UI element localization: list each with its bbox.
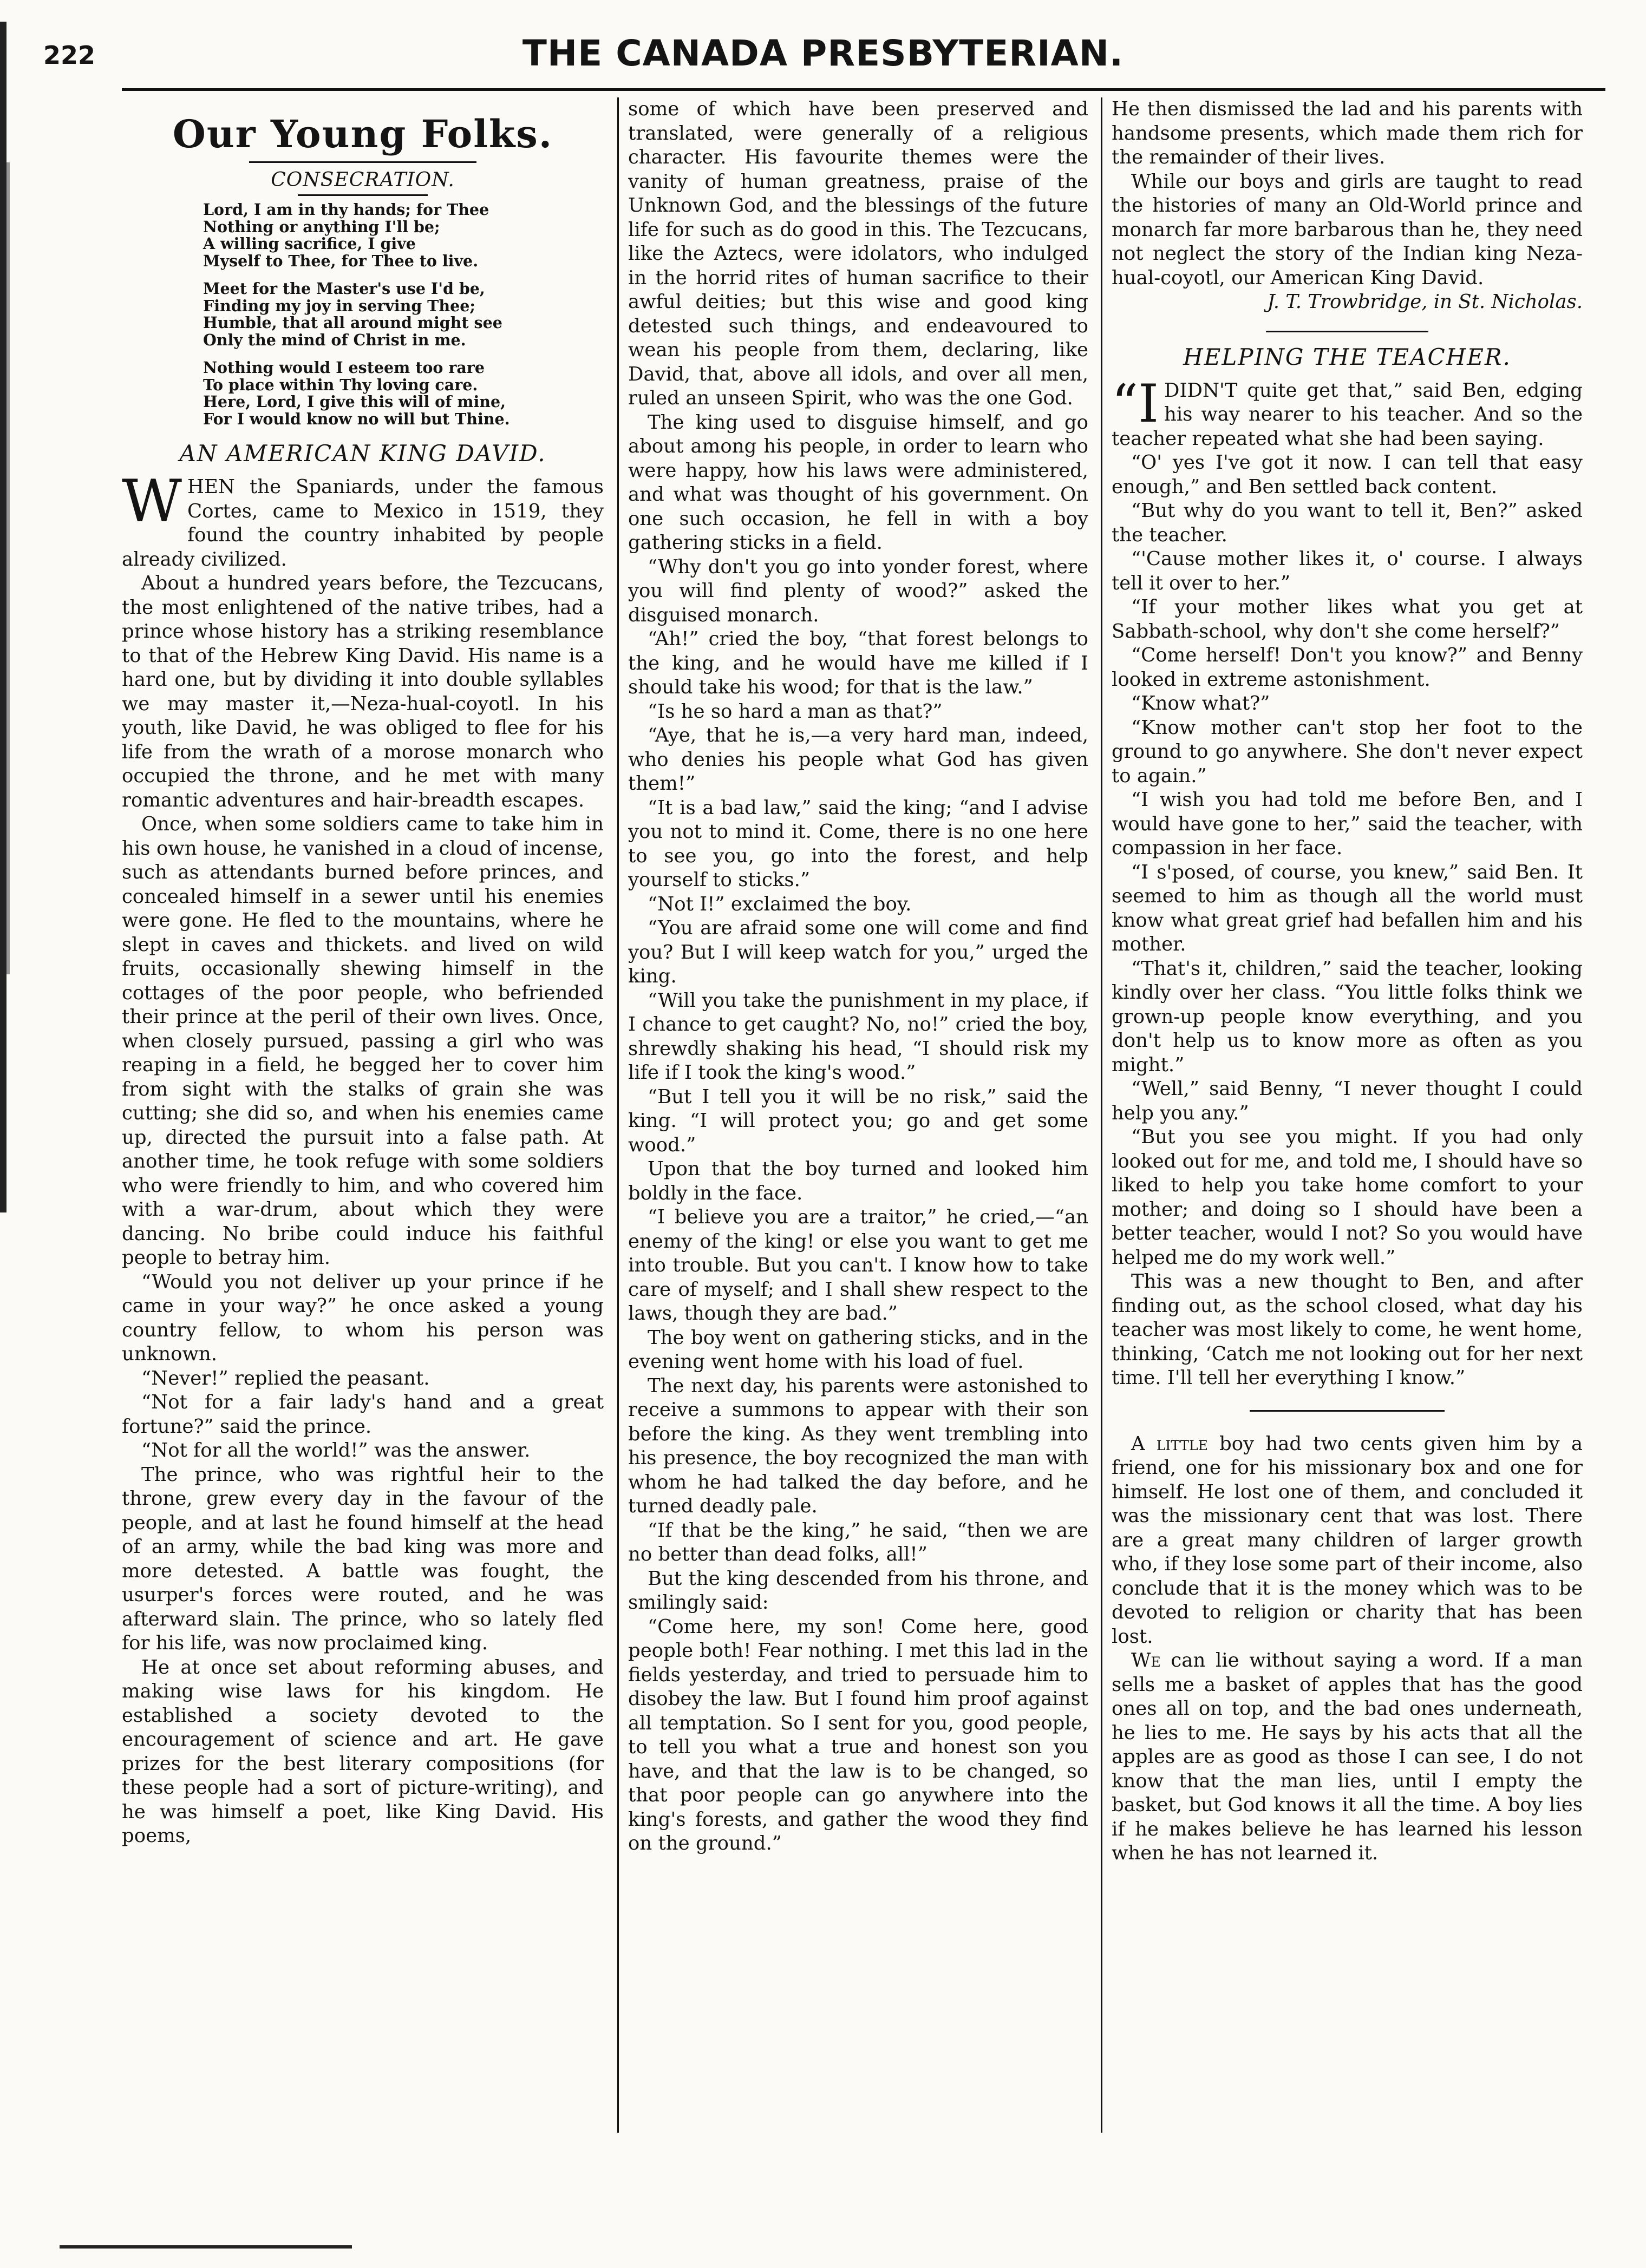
paragraph: “I believe you are a traitor,” he cried,—“an enemy of the king! or else you want to get me into trouble. But you can't. I know how to take care of myself; and I shall shew respect to the laws, though they are bad.” bbox=[628, 1206, 1088, 1325]
paragraph: “Why don't you go into yonder forest, where you will find plenty of wood?” asked the disguised monarch. bbox=[628, 555, 1088, 626]
paragraph: “Would you not deliver up your prince if he came in your way?” he once asked a young country fellow, to whom his person was unknown. bbox=[122, 1270, 604, 1365]
paragraph: “Never!” replied the peasant. bbox=[141, 1367, 430, 1389]
poem-stanza bbox=[203, 201, 604, 270]
poem-line: Nothing or anything I'll be; bbox=[203, 217, 440, 236]
item-paragraph bbox=[1112, 1649, 1583, 1866]
drop-cap-letter: I bbox=[1138, 373, 1159, 434]
paragraph: Once, when some soldiers came to take him in his own house, he vanished in a cloud of incense, such as attendants burned before princes, and concealed himself in a sewer until his enemies were gone. He fled to the mountains, where he slept in caves and thickets. and lived on wild fruits, occasionally shewing himself in the cottages of the poor people, who befriended their prince at the peril of their own lives. Once, when closely pursued, passing a girl who was reaping in a field, he begged her to cover him from sight with the stalks of grain she was cutting; she did so, and when his enemies came up, directed the pursuit into a false path. At another time, he took refuge with some soldiers who were friendly to him, and who covered him with a war-drum, about which they were dancing. No bribe could induce his faithful people to betray him. bbox=[122, 813, 604, 1269]
paragraph: “Not I!” exclaimed the boy. bbox=[648, 893, 912, 915]
paragraph: “Not for a fair lady's hand and a great fortune?” said the prince. bbox=[122, 1391, 604, 1438]
masthead-rule bbox=[249, 161, 476, 163]
paragraph: “Aye, that he is,—a very hard man, indeed, who denies his people what God has given them!” bbox=[628, 724, 1088, 795]
item-text: can lie without saying a word. If a man sells me a basket of apples that has the good ones all on top, and the bad ones underneath, he lies to me. He says by his acts that all the apples are as good as those I can see, I do not know that the man lies, until I empty the basket, but God knows it all the time. A boy lies if he makes believe he has learned his lesson when he has not learned it. bbox=[1112, 1649, 1583, 1864]
poem-line: Humble, that all around might see bbox=[203, 313, 502, 332]
paragraph: The boy went on gathering sticks, and in the evening went home with his load of fuel. bbox=[628, 1326, 1088, 1373]
paragraph: “I wish you had told me before Ben, and I would have gone to her,” said the teacher, with compassion in her face. bbox=[1112, 789, 1583, 859]
poem-line: Lord, I am in thy hands; for Thee bbox=[203, 200, 489, 219]
paragraph: This was a new thought to Ben, and after finding out, as the school closed, what day his teacher was most likely to come, he went home, thinking, ‘Catch me not looking out for her next time. I'll tell her everything I know.” bbox=[1112, 1270, 1583, 1389]
paragraph: But the king descended from his throne, and smilingly said: bbox=[628, 1567, 1088, 1614]
paragraph: The prince, who was rightful heir to the throne, grew every day in the favour of the people, and at last he found himself at the head of an army, while the bad king was more and more detested. A battle was fought, the usurper's forces were routed, and he was afterward slain. The prince, who so lately fled for his life, was now proclaimed king. bbox=[122, 1463, 604, 1654]
binding-edge bbox=[0, 22, 6, 1212]
running-head: THE CANADA PRESBYTERIAN. bbox=[522, 32, 1124, 74]
column-1 bbox=[122, 97, 604, 2133]
poem-line: A willing sacrifice, I give bbox=[203, 234, 416, 253]
paragraph: “But you see you might. If you had only looked out for me, and told me, I should have so liked to help you take home comfort to your mother; and doing so I should have been a better teacher, would I not? So you would have helped me do my work well.” bbox=[1112, 1126, 1583, 1269]
poem-line: Meet for the Master's use I'd be, bbox=[203, 279, 485, 298]
paragraph: “Come here, my son! Come here, good people both! Fear nothing. I met this lad in the fields yesterday, and tried to persuade him to disobey the law. But I found him proof against all temptation. So I sent for you, good people, to tell you what a true and honest son you have, and that the law is to be changed, so that poor people can go anywhere into the king's forests, and gather the wood they find on the ground.” bbox=[628, 1615, 1088, 1854]
paragraph: “It is a bad law,” said the king; “and I advise you not to mind it. Come, there is no one here to see you, go into the forest, and help yourself to sticks.” bbox=[628, 796, 1088, 891]
header-rule bbox=[122, 88, 1605, 91]
item-text: boy had two cents given him by a friend, one for his missionary box and one for himself. He lost one of them, and concluded it was the missionary cent that was lost. There are a great many children of larger growth who, if they lose some part of their income, also conclude that it is the money which was to be devoted to religion or charity that has been lost. bbox=[1112, 1432, 1583, 1648]
first-paragraph-text: HEN the Spaniards, under the famous Cortes, came to Mexico in 1519, they found the country inhabited by people already civilized. bbox=[122, 476, 604, 571]
paragraph: While our boys and girls are taught to read the histories of many an Old-World prince and monarch far more barbarous than he, they need not neglect the story of the Indian king Neza-hual-coyotl, our American King David. bbox=[1112, 170, 1583, 289]
paragraph: “But why do you want to tell it, Ben?” asked the teacher. bbox=[1112, 500, 1583, 546]
poem-line: Only the mind of Christ in me. bbox=[203, 330, 466, 349]
poem-line: Here, Lord, I give this will of mine, bbox=[203, 392, 506, 411]
paragraph: Upon that the boy turned and looked him boldly in the face. bbox=[628, 1158, 1088, 1204]
paragraph: “If your mother likes what you get at Sabbath-school, why don't she come herself?” bbox=[1112, 596, 1583, 643]
drop-cap: W bbox=[122, 468, 182, 535]
column-2 bbox=[628, 97, 1088, 2133]
footer-rule bbox=[60, 2245, 352, 2249]
poem-line: To place within Thy loving care. bbox=[203, 375, 478, 394]
column-divider-1 bbox=[617, 97, 619, 2133]
paragraph: The next day, his parents were astonished to receive a summons to appear with their son before the king. As they went trembling into his presence, the boy recognized the man with whom he had talked the day before, and he turned deadly pale. bbox=[628, 1374, 1088, 1517]
paragraph: “That's it, children,” said the teacher, looking kindly over her class. “You little folks think we grown-up people know everything, and you don't help us to know more as often as you might.” bbox=[1112, 957, 1583, 1076]
paragraph: He then dismissed the lad and his parents with handsome presents, which made them rich for the remainder of their lives. bbox=[1112, 98, 1583, 168]
poem-line: Myself to Thee, for Thee to live. bbox=[203, 251, 479, 270]
paragraph: “Know mother can't stop her foot to the ground to go anywhere. She don't never expect to again.” bbox=[1112, 716, 1583, 787]
paragraph: “Ah!” cried the boy, “that forest belongs to the king, and he would have me killed if I should take his wood; for that is the law.” bbox=[628, 628, 1088, 698]
paragraph: “Is he so hard a man as that?” bbox=[648, 700, 943, 723]
paragraph: He at once set about reforming abuses, and making wise laws for his kingdom. He established a society devoted to the encouragement of science and art. He gave prizes for the best literary compositions (for these people had a sort of picture-writing), and he was himself a poet, like King David. His poems, bbox=[122, 1656, 604, 1847]
paragraph: “Not for all the world!” was the answer. bbox=[141, 1439, 531, 1461]
paragraph: “If that be the king,” he said, “then we are no better than dead folks, all!” bbox=[628, 1519, 1088, 1565]
column-3 bbox=[1112, 97, 1583, 2133]
paragraph: About a hundred years before, the Tezcucans, the most enlightened of the native tribes, had a prince whose history has a striking resemblance to that of the Hebrew King David. His name is a hard one, but by dividing it into double syllables we may master it,—Neza-hual-coyotl. In his youth, like David, he was obliged to flee for his life from the wrath of a morose monarch who occupied the throne, and he met with many romantic adventures and hair-breadth escapes. bbox=[122, 572, 604, 811]
poem-line: Nothing would I esteem too rare bbox=[203, 358, 485, 377]
poem-title: CONSECRATION. bbox=[271, 169, 455, 191]
story-signature: J. T. Trowbridge, in St. Nicholas. bbox=[1267, 291, 1583, 313]
story-title: AN AMERICAN KING DAVID. bbox=[179, 440, 546, 467]
item-separator bbox=[1250, 1410, 1445, 1412]
drop-cap bbox=[1112, 373, 1159, 434]
lead-in: We bbox=[1131, 1649, 1161, 1671]
paragraph: some of which have been preserved and translated, were generally of a religious character. His favourite themes were the vanity of human greatness, praise of the Unknown God, and the blessings of the future life for such as do good in this. The Tezcucans, like the Aztecs, were idolators, who indulged in the horrid rites of human sacrifice to their awful deities; but this wise and good king detested such things, and endeavoured to wean his people from them, declaring, like David, that, above all idols, and over all men, ruled an unseen Spirit, who was the one God. bbox=[628, 98, 1088, 409]
paragraph: “'Cause mother likes it, o' course. I always tell it over to her.” bbox=[1112, 548, 1583, 594]
poem-title-rule bbox=[298, 194, 428, 196]
paragraph: “Will you take the punishment in my place, if I chance to get caught? No, no!” cried the boy, shrewdly shaking his head, “I should risk my life if I took the king's wood.” bbox=[628, 989, 1088, 1084]
poem-stanza bbox=[203, 359, 604, 428]
paragraph: “But I tell you it will be no risk,” said the king. “I will protect you; go and get some wood.” bbox=[628, 1085, 1088, 1156]
paragraph: “Well,” said Benny, “I never thought I could help you any.” bbox=[1112, 1078, 1583, 1124]
poem-stanza bbox=[203, 280, 604, 349]
story-first-paragraph bbox=[122, 468, 604, 572]
paragraph: “O' yes I've got it now. I can tell that easy enough,” and Ben settled back content. bbox=[1112, 451, 1583, 498]
section-masthead: Our Young Folks. bbox=[172, 112, 553, 156]
open-quote: “ bbox=[1112, 373, 1139, 434]
story-separator bbox=[1266, 331, 1428, 332]
paragraph: “I s'posed, of course, you knew,” said Ben. It seemed to him as though all the world must know what great grief had befallen him and his mother. bbox=[1112, 861, 1583, 955]
story2-title: HELPING THE TEACHER. bbox=[1183, 343, 1511, 370]
binding-shadow bbox=[6, 162, 10, 974]
poem bbox=[203, 201, 604, 428]
page-number: 222 bbox=[43, 41, 96, 70]
poem-line: Finding my joy in serving Thee; bbox=[203, 296, 475, 315]
paragraph: The king used to disguise himself, and go about among his people, in order to learn who were happy, how his laws were administered, and what was thought of his government. On one such occasion, he fell in with a boy gathering sticks in a field. bbox=[628, 411, 1088, 554]
item-paragraph bbox=[1112, 1432, 1583, 1649]
story2-first-paragraph bbox=[1112, 373, 1583, 451]
first-paragraph-text: DIDN'T quite get that,” said Ben, edging his way nearer to his teacher. And so the teacher repeated what she had been saying. bbox=[1112, 379, 1583, 450]
paragraph: “Know what?” bbox=[1131, 692, 1270, 715]
paragraph: “You are afraid some one will come and find you? But I will keep watch for you,” urged the king. bbox=[628, 917, 1088, 987]
lead-in: A little bbox=[1131, 1432, 1208, 1455]
paragraph: “Come herself! Don't you know?” and Benny looked in extreme astonishment. bbox=[1112, 644, 1583, 691]
column-divider-2 bbox=[1101, 97, 1102, 2133]
poem-line: For I would know no will but Thine. bbox=[203, 409, 510, 428]
